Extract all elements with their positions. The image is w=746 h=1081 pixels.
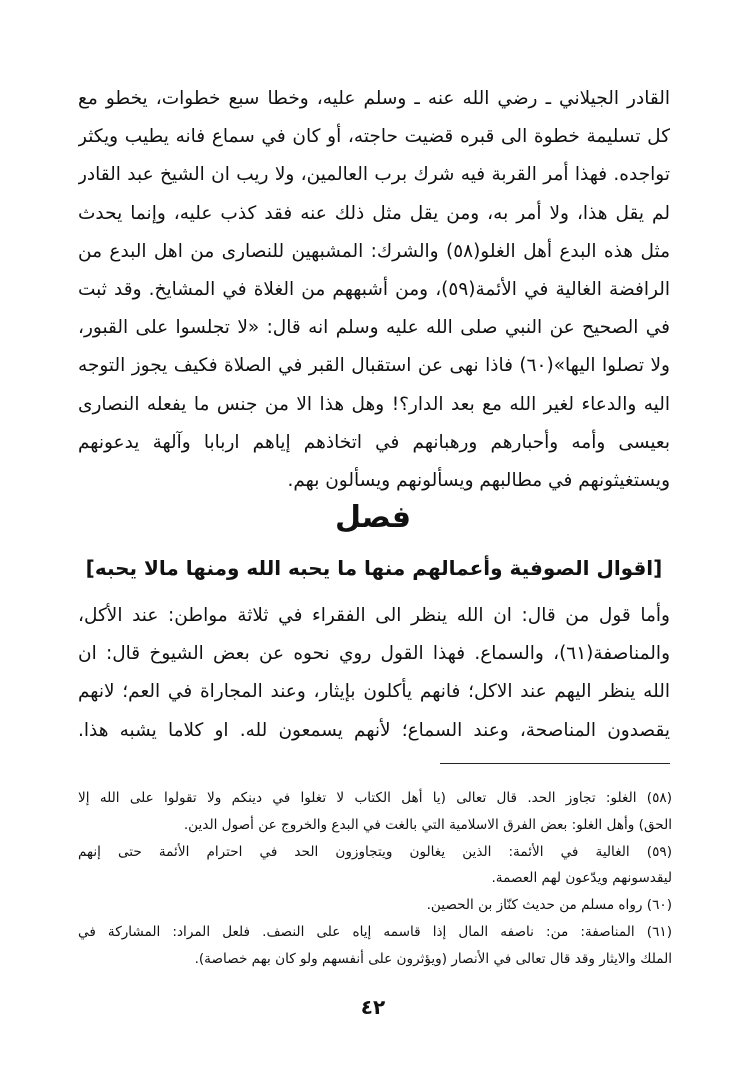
text-line: بعيسى وأمه وأحبارهم ورهبانهم في اتخاذهم إياهم اربابا وآلهة يدعونهم xyxy=(78,431,670,453)
footnote-line: (٦٠) رواه مسلم من حديث كنّاز بن الحصين. xyxy=(426,897,672,914)
text-line: مثل هذه البدع أهل الغلو(٥٨) والشرك: المشبهين للنصارى من اهل البدع من xyxy=(78,240,670,262)
text-line: وأما قول من قال: ان الله ينظر الى الفقراء في ثلاثة مواطن: عند الأكل، xyxy=(78,605,670,626)
text-line: يقصدون المناصحة، وعند السماع؛ لأنهم يسمعون لله. او كلاما يشبه هذا. xyxy=(78,719,670,741)
text-line: الله ينظر اليهم عند الاكل؛ فانهم يأكلون بإيثار، وعند المجاراة في العم؛ لانهم xyxy=(78,681,670,703)
footnote-line: ليقدسونهم ويدّعون لهم العصمة. xyxy=(491,870,672,887)
footnote-divider xyxy=(440,763,670,764)
text-line: في الصحيح عن النبي صلى الله عليه وسلم انه قال: «لا تجلسوا على القبور، xyxy=(78,317,670,339)
text-line: ولا تصلوا اليها»(٦٠) فاذا نهى عن استقبال القبر في الصلاة فكيف يجوز التوجه xyxy=(78,355,670,377)
footnote-line: (٥٨) الغلو: تجاوز الحد. قال تعالى (يا أهل الكتاب لا تغلوا في دينكم ولا تقولوا على الله إلا xyxy=(78,790,672,806)
text-line: ويستغيثونهم في مطالبهم ويسألونهم ويسألون بهم. xyxy=(287,469,670,491)
text-line: القادر الجيلاني ـ رضي الله عنه ـ وسلم عليه، وخطا سبع خطوات، يخطو مع xyxy=(78,88,670,109)
section-paragraph xyxy=(78,597,670,750)
footnotes xyxy=(78,785,672,973)
text-line: والمناصفة(٦١)، والسماع. فهذا القول روي نحوه عن بعض الشيوخ قال: ان xyxy=(78,643,670,665)
footnote-line: الملك والايثار وقد قال تعالى في الأنصار (ويؤثرون على أنفسهم ولو كان بهم خصاصة). xyxy=(194,950,672,967)
text-line: اليه والدعاء لغير الله مع بعد الدار؟! وهل هذا الا من جنس ما يفعله النصارى xyxy=(78,393,670,415)
footnote-line: (٥٩) الغالية في الأئمة: الذين يغالون ويتجاوزون الحد في احترام الأئمة حتى إنهم xyxy=(78,843,672,860)
section-heading: فصل xyxy=(335,500,411,535)
page-number: ٤٢ xyxy=(360,995,386,1019)
text-line: الرافضة الغالية في الأئمة(٥٩)، ومن أشبههم من الغلاة في المشايخ. وقد ثبت xyxy=(78,278,670,300)
footnote-line: الحق) وأهل الغلو: بعض الفرق الاسلامية التي بالغت في البدع والخروج عن أصول الدين. xyxy=(183,816,672,833)
text-line: كل تسليمة خطوة الى قبره قضيت حاجته، أو كان في سماع فانه يطيب ويكثر xyxy=(78,126,670,148)
section-subheading: [اقوال الصوفية وأعمالهم منها ما يحبه الله ومنها مالا يحبه] xyxy=(85,556,663,580)
text-line: تواجده. فهذا أمر القربة فيه شرك برب العالمين، ولا ريب ان الشيخ عبد القادر xyxy=(78,164,670,186)
main-paragraph xyxy=(78,80,670,500)
text-line: لم يقل هذا، ولا أمر به، ومن يقل مثل ذلك عنه فقد كذب عليه، وإنما يحدث xyxy=(78,202,670,224)
footnote-line: (٦١) المناصفة: من: ناصفه المال إذا قاسمه إياه على النصف. فلعل المراد: المشاركة في xyxy=(78,923,672,940)
